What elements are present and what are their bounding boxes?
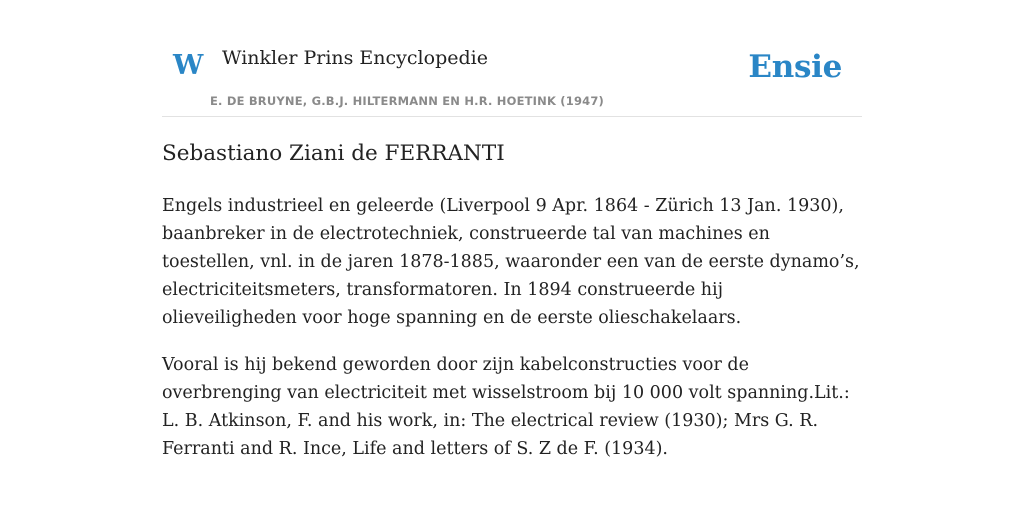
encyclopedia-authors: E. DE BRUYNE, G.B.J. HILTERMANN EN H.R. HOETINK (1947) — [210, 94, 605, 108]
header — [162, 0, 862, 117]
article-paragraph: Engels industrieel en geleerde (Liverpool 9 Apr. 1864 - Zürich 13 Jan. 1930), baanbreker in de electrotechniek, construeerde tal van machines en toestellen, vnl. in de jaren 1878-1885, waaronder een van de eerste dynamo’s, electriciteitsmeters, transformatoren. In 1894 construeerde hij olieveiligheden voor hoge spanning en de eerste olieschakelaars. — [162, 196, 860, 328]
article-title: Sebastiano Ziani de FERRANTI — [162, 141, 505, 166]
article-paragraph: Vooral is hij bekend geworden door zijn kabelconstructies voor de overbrenging van electriciteit met wisselstroom bij 10 000 volt spanning.Lit.: L. B. Atkinson, F. and his work, in: The electrical review (1930); Mrs G. R. Ferranti and R. Ince, Life and letters of S. Z de F. (1934). — [162, 355, 850, 459]
page — [162, 0, 862, 512]
encyclopedia-title[interactable]: Winkler Prins Encyclopedie — [222, 47, 488, 69]
ensie-logo[interactable]: Ensie — [748, 49, 842, 85]
winkler-prins-logo[interactable]: W — [173, 50, 204, 81]
